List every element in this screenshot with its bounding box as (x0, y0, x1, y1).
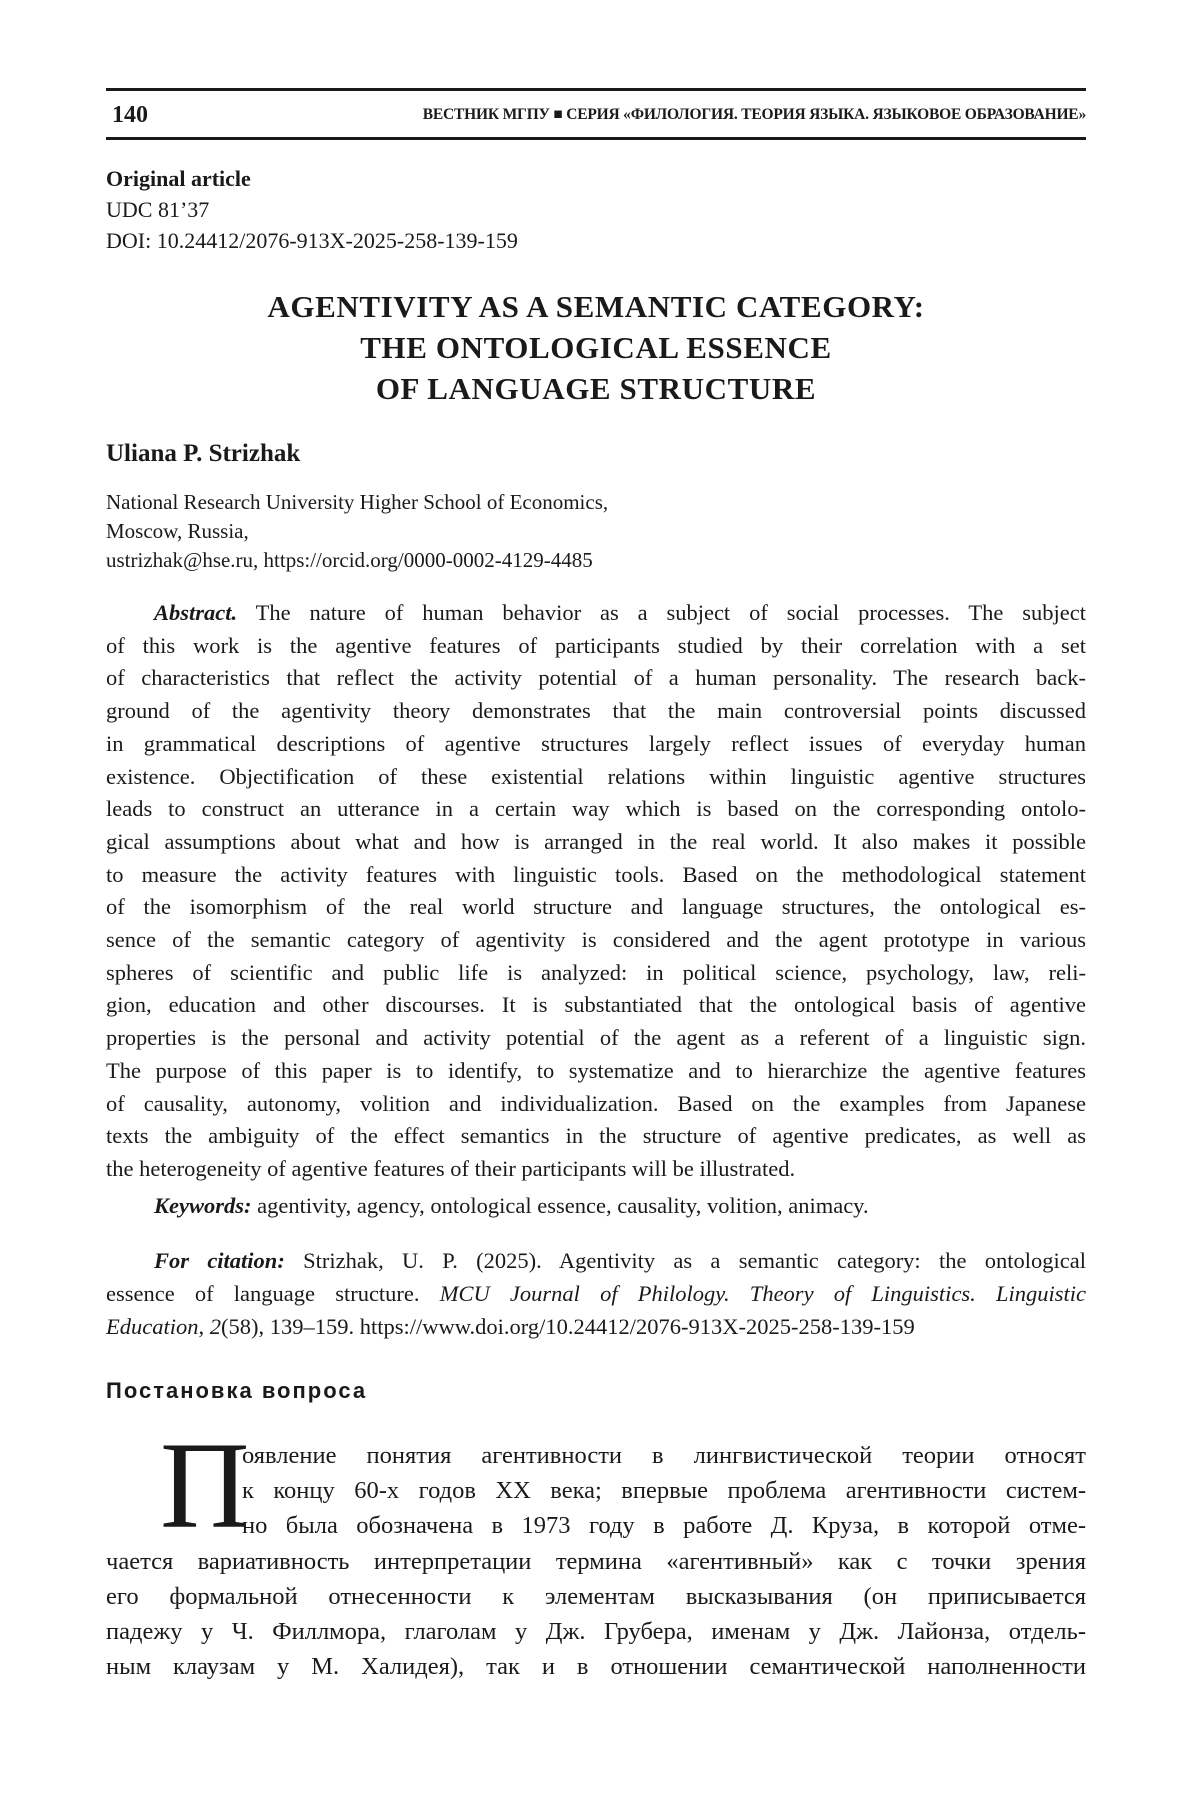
udc: UDC 81’37 (106, 197, 209, 223)
abstract-line: properties is the personal and activity potential of the agent as a referent of a linguistic sign. (106, 1025, 1086, 1051)
citation-doi-link[interactable]: (58), 139–159. https://www.doi.org/10.24412/2076-913X-2025-258-139-159 (221, 1314, 915, 1339)
abstract-line: Abstract. The nature of human behavior as a subject of social processes. The subject (154, 600, 1086, 626)
abstract-line: sence of the semantic category of agentivity is considered and the agent prototype in various (106, 927, 1086, 953)
abstract-line: gion, education and other discourses. It is substantiated that the ontological basis of agentive (106, 992, 1086, 1018)
article-type: Original article (106, 166, 251, 192)
keywords-label: Keywords: (154, 1193, 252, 1218)
author-contact: ustrizhak@hse.ru, https://orcid.org/0000-0002-4129-4485 (106, 548, 593, 573)
abstract-label: Abstract. (154, 600, 237, 625)
journal-title: ВЕСТНИК МГПУ ■ СЕРИЯ «ФИЛОЛОГИЯ. ТЕОРИЯ ЯЗЫКА. ЯЗЫКОВОЕ ОБРАЗОВАНИЕ» (202, 106, 1086, 124)
body-line: его формальной отнесенности к элементам высказывания (он приписывается (106, 1583, 1086, 1611)
page-number: 140 (106, 102, 202, 129)
title-line: OF LANGUAGE STRUCTURE (106, 371, 1086, 407)
header-bottom-rule (106, 137, 1086, 140)
abstract-line: to measure the activity features with linguistic tools. Based on the methodological statement (106, 862, 1086, 888)
header-top-rule (106, 88, 1086, 91)
abstract-line: texts the ambiguity of the effect semantics in the structure of agentive predicates, as well as (106, 1123, 1086, 1149)
section-heading: Постановка вопроса (106, 1378, 367, 1404)
abstract-line: leads to construct an utterance in a certain way which is based on the corresponding ontolo- (106, 796, 1086, 822)
body-line: ным клаузам у М. Халидея), так и в отношении семантической наполненности (106, 1653, 1086, 1681)
abstract-line: ground of the agentivity theory demonstrates that the main controversial points discussed (106, 698, 1086, 724)
body-line: падежу у Ч. Филлмора, глаголам у Дж. Грубера, именам у Дж. Лайонза, отдель- (106, 1618, 1086, 1646)
affiliation-line: National Research University Higher School of Economics, (106, 490, 608, 515)
abstract-line: spheres of scientific and public life is analyzed: in political science, psychology, law, reli- (106, 960, 1086, 986)
doi: DOI: 10.24412/2076-913X-2025-258-139-159 (106, 228, 518, 254)
abstract-line: of characteristics that reflect the activity potential of a human personality. The research back- (106, 665, 1086, 691)
abstract-line: of the isomorphism of the real world structure and language structures, the ontological es- (106, 894, 1086, 920)
abstract-line: existence. Objectification of these existential relations within linguistic agentive structures (106, 764, 1086, 790)
body-line: к концу 60-х годов XX века; впервые проблема агентивности систем- (242, 1477, 1086, 1505)
journal-name: MCU Journal of Philology. Theory of Linguistics. Linguistic (440, 1281, 1086, 1306)
drop-cap: П (160, 1424, 250, 1548)
title-line: THE ONTOLOGICAL ESSENCE (106, 330, 1086, 366)
keywords: Keywords: agentivity, agency, ontological essence, causality, volition, animacy. (154, 1193, 1086, 1219)
abstract-line: The purpose of this paper is to identify, to systematize and to hierarchize the agentive features (106, 1058, 1086, 1084)
citation-label: For citation: (154, 1248, 285, 1273)
author-name: Uliana P. Strizhak (106, 440, 300, 468)
abstract-line: of this work is the agentive features of participants studied by their correlation with a set (106, 633, 1086, 659)
abstract-line: the heterogeneity of agentive features of their participants will be illustrated. (106, 1156, 1086, 1182)
body-line: чается вариативность интерпретации термина «агентивный» как с точки зрения (106, 1548, 1086, 1576)
abstract-line: in grammatical descriptions of agentive structures largely reflect issues of everyday human (106, 731, 1086, 757)
affiliation-line: Moscow, Russia, (106, 519, 249, 544)
abstract-line: gical assumptions about what and how is arranged in the real world. It also makes it possible (106, 829, 1086, 855)
running-header (106, 97, 1086, 133)
abstract-line: of causality, autonomy, volition and individualization. Based on the examples from Japanese (106, 1091, 1086, 1117)
body-line: но была обозначена в 1973 году в работе Д. Круза, в которой отме- (242, 1512, 1086, 1540)
title-line: AGENTIVITY AS A SEMANTIC CATEGORY: (106, 289, 1086, 325)
body-line: оявление понятия агентивности в лингвистической теории относят (242, 1442, 1086, 1470)
